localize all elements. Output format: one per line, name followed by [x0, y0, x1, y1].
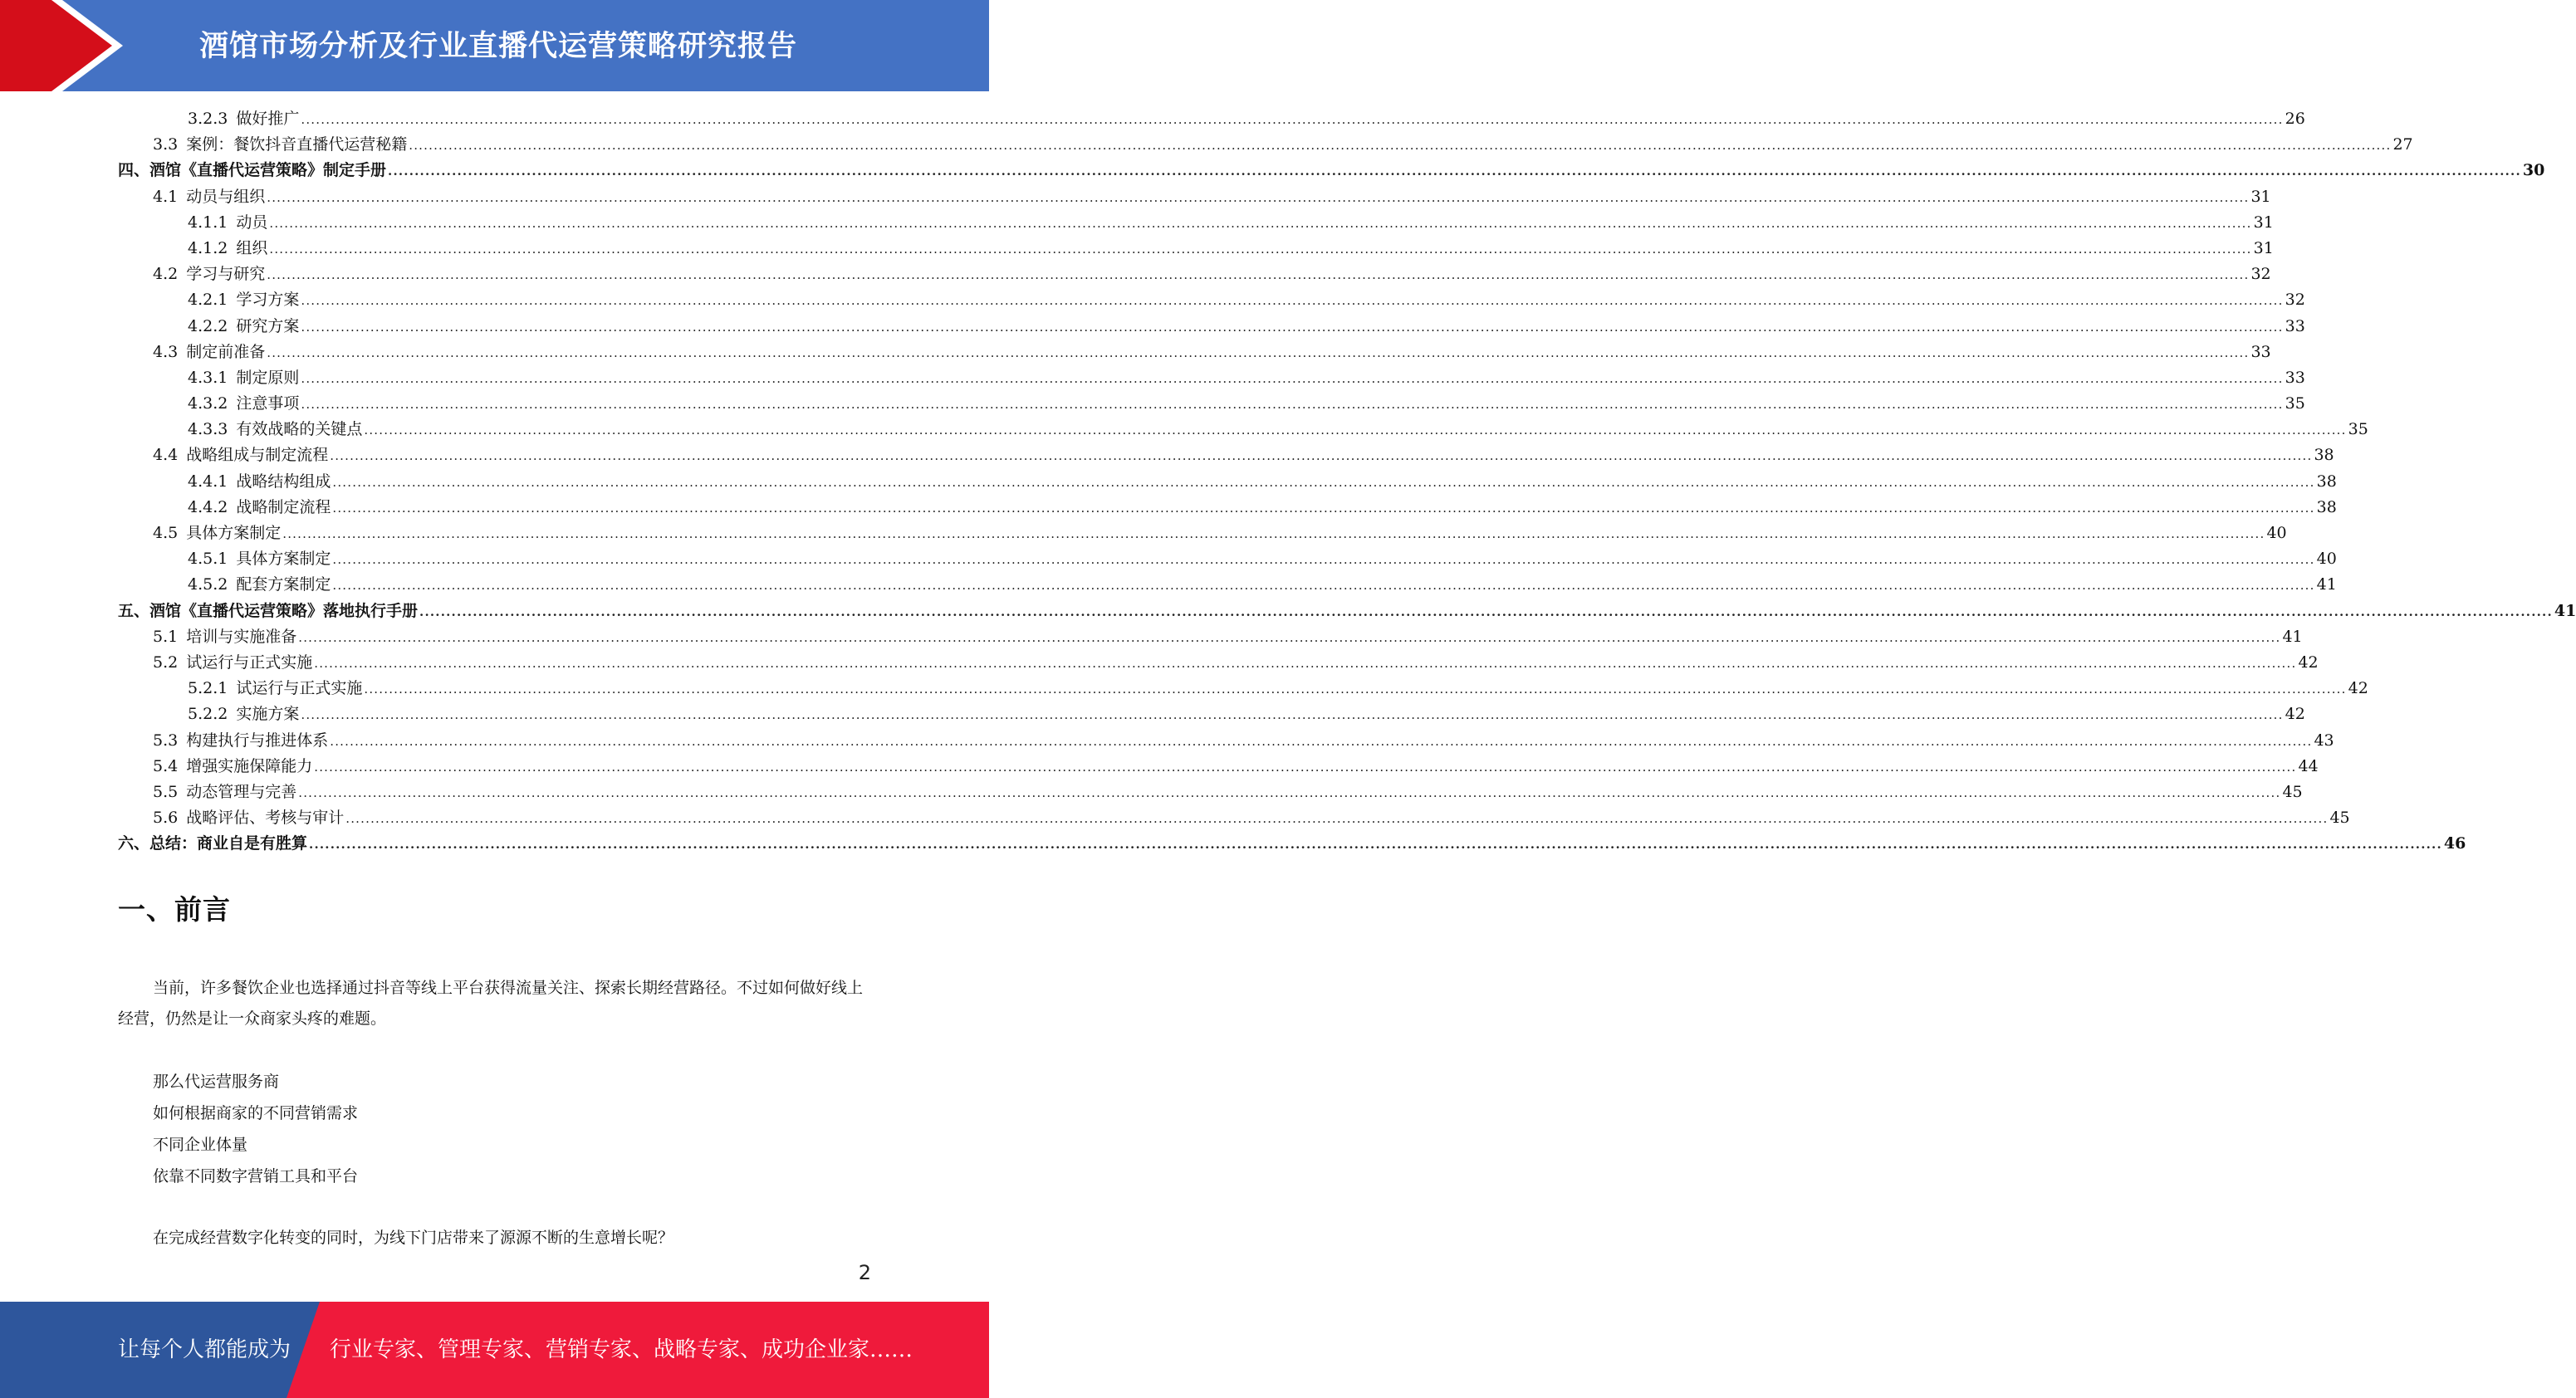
- toc-entry-page: 38: [2314, 446, 2334, 465]
- toc-entry-number: 4.5: [153, 524, 179, 542]
- toc-dot-leader: ................................................................................................................................................................................................................................................................................................................................................................................................................: [282, 526, 2265, 541]
- toc-entry-page: 31: [2253, 238, 2274, 257]
- toc-dot-leader: ................................................................................................................................................................................................................................................................................................................................................................................................................: [345, 811, 2329, 827]
- toc-entry-page: 38: [2316, 472, 2337, 491]
- toc-entry-number: 5.4: [153, 756, 179, 775]
- table-of-contents: [118, 106, 2576, 857]
- toc-dot-leader: ................................................................................................................................................................................................................................................................................................................................................................................................................: [330, 448, 2313, 464]
- toc-entry[interactable]: [118, 469, 2337, 495]
- toc-entry[interactable]: [118, 624, 2303, 650]
- toc-entry-page: 35: [2285, 394, 2305, 413]
- question-paragraph: 在完成经营数字化转变的同时，为线下门店带来了源源不断的生意增长呢？: [153, 1229, 674, 1247]
- toc-entry-page: 42: [2285, 705, 2305, 724]
- section-heading: 一、前言: [118, 893, 231, 926]
- toc-entry-page: 32: [2285, 291, 2305, 310]
- text-line: 如何根据商家的不同营销需求: [153, 1104, 359, 1122]
- footer-slogan-left: 让每个人都能成为: [118, 1337, 291, 1362]
- toc-entry-label: 动员与组织: [186, 187, 266, 206]
- toc-entry-number: 4.5.1: [188, 550, 228, 569]
- toc-dot-leader: ................................................................................................................................................................................................................................................................................................................................................................................................................: [309, 837, 2442, 853]
- toc-entry-page: 41: [2282, 627, 2303, 646]
- toc-entry-page: 45: [2329, 809, 2350, 828]
- toc-dot-leader: ................................................................................................................................................................................................................................................................................................................................................................................................................: [267, 267, 2250, 283]
- toc-entry[interactable]: [118, 262, 2271, 287]
- toc-dot-leader: ................................................................................................................................................................................................................................................................................................................................................................................................................: [332, 578, 2315, 594]
- toc-entry[interactable]: [118, 106, 2305, 132]
- toc-entry[interactable]: [118, 701, 2305, 727]
- toc-entry-number: 3.2.3: [188, 110, 228, 128]
- toc-dot-leader: ................................................................................................................................................................................................................................................................................................................................................................................................................: [332, 500, 2315, 516]
- toc-dot-leader: ................................................................................................................................................................................................................................................................................................................................................................................................................: [364, 423, 2347, 438]
- toc-dot-leader: ................................................................................................................................................................................................................................................................................................................................................................................................................: [301, 112, 2284, 127]
- toc-entry-page: 40: [2316, 550, 2337, 569]
- toc-dot-leader: ................................................................................................................................................................................................................................................................................................................................................................................................................: [269, 215, 2252, 231]
- toc-dot-leader: ................................................................................................................................................................................................................................................................................................................................................................................................................: [301, 370, 2284, 386]
- page-footer: [0, 1302, 989, 1398]
- toc-entry[interactable]: [118, 728, 2334, 754]
- toc-entry-label: 培训与实施准备: [186, 627, 297, 646]
- toc-entry[interactable]: [118, 340, 2271, 365]
- toc-entry-label: 制定前准备: [186, 342, 266, 361]
- text-line: 那么代运营服务商: [153, 1073, 280, 1091]
- toc-entry[interactable]: [118, 158, 2545, 183]
- toc-entry-label: 有效战略的关键点: [236, 420, 363, 439]
- toc-dot-leader: ................................................................................................................................................................................................................................................................................................................................................................................................................: [301, 319, 2284, 335]
- toc-entry-page: 33: [2285, 368, 2305, 387]
- toc-dot-leader: ................................................................................................................................................................................................................................................................................................................................................................................................................: [301, 707, 2284, 723]
- toc-entry-number: 4.3: [153, 342, 179, 361]
- toc-entry-label: 学习与研究: [186, 265, 266, 284]
- text-line: 依靠不同数字营销工具和平台: [153, 1167, 359, 1185]
- toc-entry[interactable]: [118, 831, 2466, 857]
- toc-entry-page: 31: [2253, 213, 2274, 232]
- intro-paragraph: 当前，许多餐饮企业也选择通过抖音等线上平台获得流量关注、探索长期经营路径。不过如何做好线上经营，仍然是让一众商家头疼的难题。: [118, 979, 864, 1028]
- toc-entry-label: 制定原则: [236, 368, 300, 387]
- toc-dot-leader: ................................................................................................................................................................................................................................................................................................................................................................................................................: [269, 241, 2252, 257]
- toc-entry-label: 增强实施保障能力: [186, 756, 313, 775]
- toc-entry-number: 5.2.1: [188, 679, 228, 698]
- toc-entry-page: 38: [2316, 497, 2337, 516]
- toc-entry-label: 战略组成与制定流程: [186, 446, 329, 465]
- toc-entry-label: 组织: [236, 238, 268, 257]
- toc-entry-label: 六、总结：商业自是有胜算: [118, 834, 308, 853]
- toc-entry-label: 实施方案: [236, 705, 300, 724]
- toc-entry-number: 4.1: [153, 187, 179, 206]
- page-number: 2: [858, 1261, 871, 1284]
- toc-entry[interactable]: [118, 391, 2305, 417]
- toc-entry-label: 构建执行与推进体系: [186, 731, 329, 750]
- toc-dot-leader: ................................................................................................................................................................................................................................................................................................................................................................................................................: [267, 189, 2250, 205]
- footer-slogan-right: 行业专家、管理专家、营销专家、战略专家、成功企业家……: [330, 1337, 913, 1362]
- toc-entry-page: 40: [2266, 524, 2287, 542]
- toc-entry[interactable]: [118, 365, 2305, 391]
- toc-entry[interactable]: [118, 210, 2274, 236]
- toc-entry-number: 3.3: [153, 135, 179, 154]
- toc-dot-leader: ................................................................................................................................................................................................................................................................................................................................................................................................................: [419, 604, 2553, 619]
- toc-entry-label: 案例：餐饮抖音直播代运营秘籍: [186, 135, 408, 154]
- toc-entry[interactable]: [118, 650, 2319, 676]
- toc-entry-page: 33: [2285, 316, 2305, 335]
- toc-entry[interactable]: [118, 546, 2337, 572]
- toc-entry-page: 41: [2316, 575, 2337, 594]
- toc-entry[interactable]: [118, 314, 2305, 340]
- toc-entry-number: 5.5: [153, 782, 179, 801]
- toc-entry-number: 4.3.1: [188, 368, 228, 387]
- toc-entry-page: 42: [2298, 653, 2319, 672]
- toc-entry-label: 五、酒馆《直播代运营策略》落地执行手册: [118, 601, 419, 620]
- toc-dot-leader: ................................................................................................................................................................................................................................................................................................................................................................................................................: [267, 345, 2250, 360]
- toc-entry-label: 具体方案制定: [236, 550, 331, 569]
- toc-dot-leader: ................................................................................................................................................................................................................................................................................................................................................................................................................: [301, 293, 2284, 309]
- toc-entry-number: 4.1.2: [188, 238, 228, 257]
- toc-entry-label: 学习方案: [236, 291, 300, 310]
- toc-entry[interactable]: [118, 521, 2287, 546]
- toc-entry-label: 注意事项: [236, 394, 300, 413]
- toc-entry-number: 4.1.1: [188, 213, 228, 232]
- toc-entry-number: 5.2.2: [188, 705, 228, 724]
- toc-dot-leader: ................................................................................................................................................................................................................................................................................................................................................................................................................: [332, 474, 2315, 490]
- toc-entry-label: 四、酒馆《直播代运营策略》制定手册: [118, 161, 387, 180]
- toc-entry[interactable]: [118, 417, 2368, 442]
- toc-entry-label: 做好推广: [236, 110, 300, 128]
- toc-entry-number: 4.4: [153, 446, 179, 465]
- toc-entry-label: 战略制定流程: [236, 497, 331, 516]
- toc-entry[interactable]: [118, 676, 2368, 701]
- toc-entry-number: 5.1: [153, 627, 179, 646]
- toc-entry-page: 41: [2554, 601, 2576, 620]
- toc-entry[interactable]: [118, 287, 2305, 313]
- toc-entry[interactable]: [118, 495, 2337, 521]
- toc-entry-label: 动员: [236, 213, 268, 232]
- toc-entry-number: 5.6: [153, 809, 179, 828]
- toc-entry-label: 研究方案: [236, 316, 300, 335]
- toc-entry[interactable]: [118, 132, 2413, 158]
- toc-dot-leader: ................................................................................................................................................................................................................................................................................................................................................................................................................: [298, 629, 2281, 645]
- toc-entry-label: 战略评估、考核与审计: [186, 809, 345, 828]
- toc-entry[interactable]: [118, 599, 2576, 624]
- toc-entry[interactable]: [118, 184, 2271, 210]
- toc-entry-page: 27: [2392, 135, 2413, 154]
- toc-dot-leader: ................................................................................................................................................................................................................................................................................................................................................................................................................: [314, 655, 2297, 671]
- toc-dot-leader: ................................................................................................................................................................................................................................................................................................................................................................................................................: [388, 164, 2521, 179]
- toc-entry-number: 4.3.2: [188, 394, 228, 413]
- toc-entry[interactable]: [118, 754, 2319, 780]
- toc-entry-number: 4.2.2: [188, 316, 228, 335]
- toc-dot-leader: ................................................................................................................................................................................................................................................................................................................................................................................................................: [409, 138, 2392, 154]
- page-header: [0, 0, 989, 91]
- toc-dot-leader: ................................................................................................................................................................................................................................................................................................................................................................................................................: [332, 552, 2315, 568]
- toc-dot-leader: ................................................................................................................................................................................................................................................................................................................................................................................................................: [330, 733, 2313, 749]
- toc-dot-leader: ................................................................................................................................................................................................................................................................................................................................................................................................................: [298, 785, 2281, 800]
- toc-entry-label: 试运行与正式实施: [236, 679, 363, 698]
- toc-entry[interactable]: [118, 805, 2350, 831]
- toc-entry-page: 31: [2250, 187, 2271, 206]
- toc-entry-page: 44: [2298, 756, 2319, 775]
- toc-entry-page: 46: [2443, 834, 2466, 853]
- toc-entry-number: 4.4.1: [188, 472, 228, 491]
- toc-entry-label: 配套方案制定: [236, 575, 331, 594]
- toc-entry[interactable]: [118, 572, 2337, 598]
- toc-entry[interactable]: [118, 236, 2274, 262]
- header-arrow-decoration: [0, 0, 133, 91]
- toc-entry-label: 动态管理与完善: [186, 782, 297, 801]
- toc-entry-page: 42: [2348, 679, 2368, 698]
- toc-entry-number: 4.2: [153, 265, 179, 284]
- toc-entry-page: 32: [2250, 265, 2271, 284]
- toc-entry-number: 4.4.2: [188, 497, 228, 516]
- toc-entry-page: 33: [2250, 342, 2271, 361]
- question-lines: [153, 1066, 358, 1192]
- toc-entry-number: 4.2.1: [188, 291, 228, 310]
- text-line: 不同企业体量: [153, 1136, 248, 1154]
- toc-entry-number: 5.2: [153, 653, 179, 672]
- toc-dot-leader: ................................................................................................................................................................................................................................................................................................................................................................................................................: [301, 397, 2284, 413]
- toc-entry-page: 43: [2314, 731, 2334, 750]
- toc-entry-number: 4.3.3: [188, 420, 228, 439]
- toc-entry-number: 5.3: [153, 731, 179, 750]
- toc-entry[interactable]: [118, 780, 2303, 805]
- toc-entry-page: 30: [2522, 161, 2545, 180]
- toc-entry-label: 试运行与正式实施: [186, 653, 313, 672]
- toc-entry-label: 战略结构组成: [236, 472, 331, 491]
- toc-entry-label: 具体方案制定: [186, 524, 282, 542]
- document-title: 酒馆市场分析及行业直播代运营策略研究报告: [199, 30, 798, 63]
- toc-dot-leader: ................................................................................................................................................................................................................................................................................................................................................................................................................: [314, 759, 2297, 775]
- toc-entry-number: 4.5.2: [188, 575, 228, 594]
- toc-entry[interactable]: [118, 442, 2334, 468]
- toc-entry-page: 26: [2285, 110, 2305, 128]
- toc-entry-page: 35: [2348, 420, 2368, 439]
- toc-entry-page: 45: [2282, 782, 2303, 801]
- toc-dot-leader: ................................................................................................................................................................................................................................................................................................................................................................................................................: [364, 682, 2347, 697]
